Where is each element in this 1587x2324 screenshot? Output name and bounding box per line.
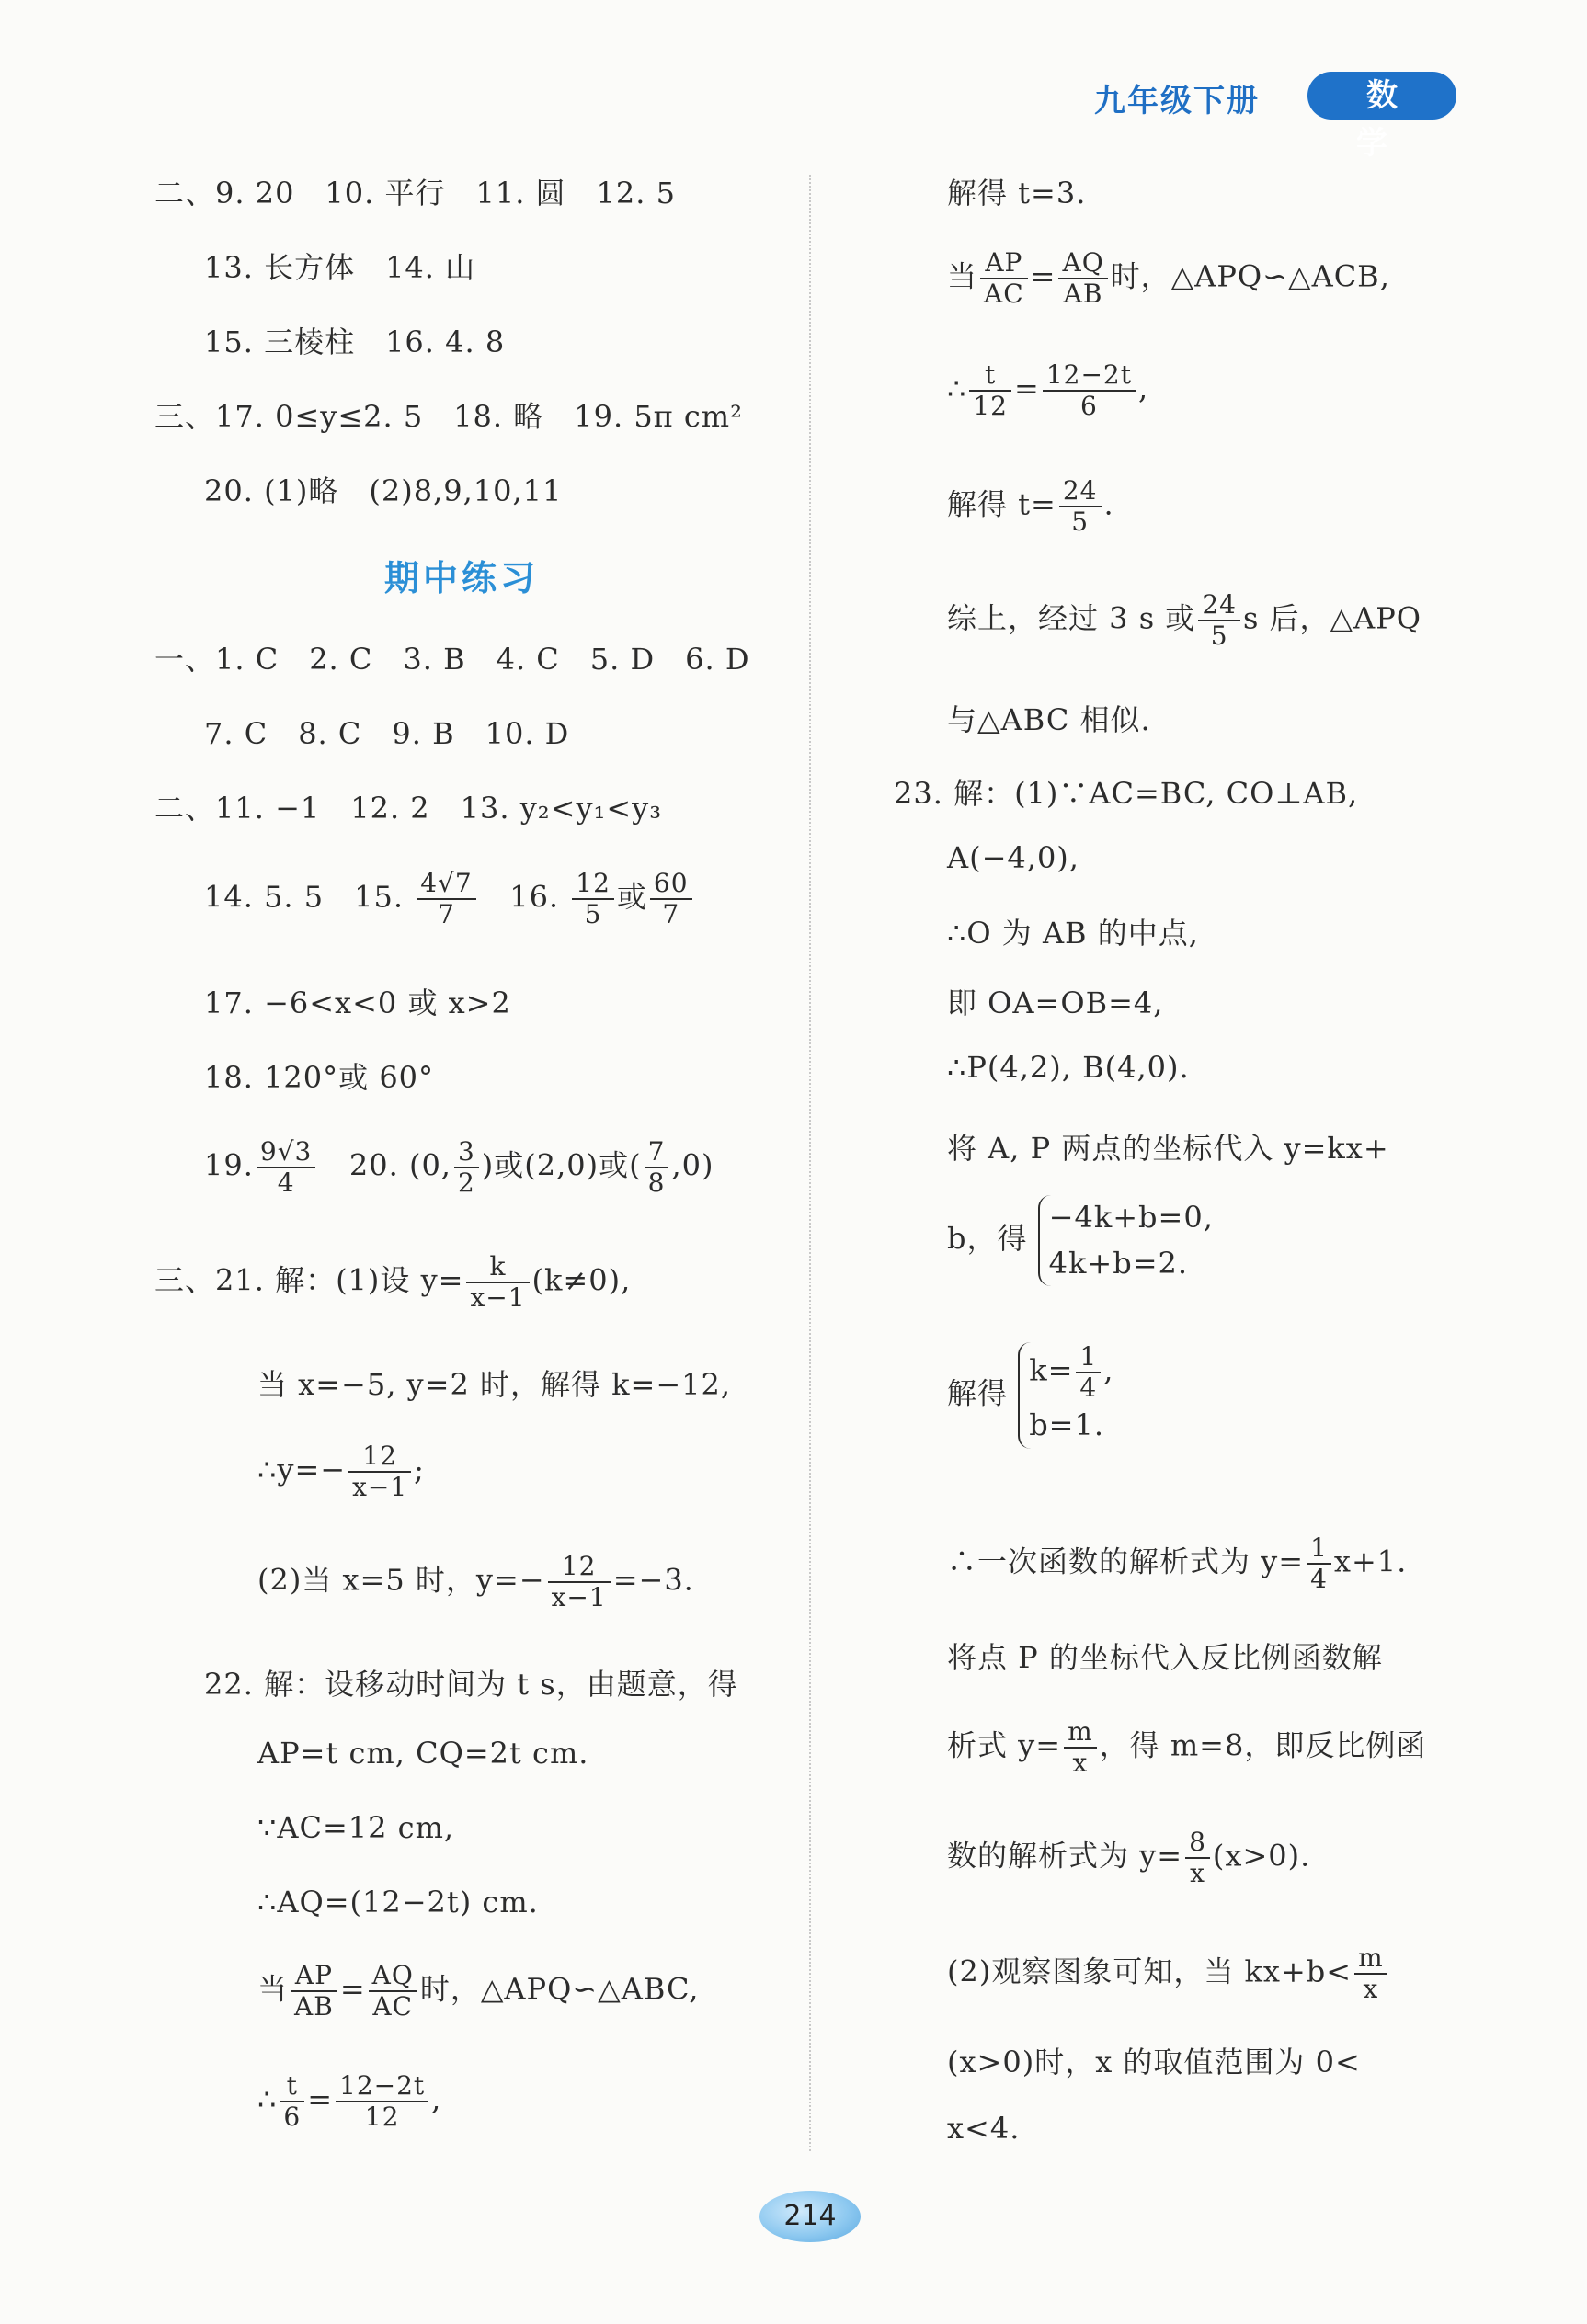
answer-line: 7. C 8. C 9. B 10. D <box>204 716 570 751</box>
fraction: $\frac{1}{4}$ <box>1076 1342 1101 1403</box>
fraction: $\frac{12}{x-1}$ <box>548 1552 611 1612</box>
equation-system: −4k+b=0, 4k+b=2. <box>1038 1195 1214 1286</box>
answer-line: 综上，经过 3 s 或 $\frac{24}{5}$ s 后，△APQ <box>947 589 1422 652</box>
fraction: $\frac{AQ}{AC}$ <box>369 1961 417 2022</box>
answer-line: 二、9. 20 10. 平行 11. 圆 12. 5 <box>154 176 676 211</box>
fraction: $\frac{60}{7}$ <box>650 869 692 929</box>
answer-line: 14. 5. 5 15. $\frac{4√7}{7}$ 16. $\frac{12}{5}$ 或 $\frac{60}{7}$ <box>204 869 695 929</box>
answer-line: 23. 解：(1)∵AC=BC, CO⊥AB, <box>894 776 1359 811</box>
answer-line: ∴P(4,2), B(4,0). <box>947 1050 1190 1085</box>
fraction: $\frac{24}{5}$ <box>1198 590 1240 651</box>
answer-line: 解得 t=3. <box>947 176 1087 211</box>
answer-line: 将 A, P 两点的坐标代入 y=kx+ <box>947 1131 1389 1166</box>
answer-line: ∵AC=12 cm, <box>257 1810 455 1845</box>
header-grade-label: 九年级下册 <box>1094 83 1260 120</box>
answer-line: 22. 解：设移动时间为 t s，由题意，得 <box>204 1667 738 1702</box>
answer-line: ∴y=− $\frac{12}{x-1}$ ; <box>257 1441 425 1503</box>
answer-line: 三、21. 解：(1)设 y= $\frac{k}{x-1}$ (k≠0), <box>154 1251 632 1314</box>
answer-line: 解得 t= $\frac{24}{5}$ . <box>947 475 1114 538</box>
answer-line: (2)当 x=5 时，y=− $\frac{12}{x-1}$ =−3. <box>257 1551 694 1613</box>
answer-line: 一、1. C 2. C 3. B 4. C 5. D 6. D <box>154 642 750 677</box>
fraction: $\frac{12-2t}{12}$ <box>336 2071 428 2132</box>
answer-line: 18. 120°或 60° <box>204 1060 435 1095</box>
fraction: $\frac{12-2t}{6}$ <box>1043 360 1136 421</box>
fraction: $\frac{AP}{AB}$ <box>291 1961 337 2022</box>
answer-line: 数的解析式为 y= $\frac{8}{x}$ (x>0). <box>947 1827 1311 1889</box>
answer-line: 19. $\frac{9√3}{4}$ 20. (0, $\frac{3}{2}$ )或(2,0)或( $\frac{7}{8}$ ,0) <box>204 1136 714 1199</box>
answer-line: (2)观察图象可知，当 kx+b< $\frac{m}{x}$ <box>947 1943 1390 2004</box>
answer-line: ∴ $\frac{t}{12}$ = $\frac{12-2t}{6}$ , <box>947 359 1149 422</box>
answer-line: 三、17. 0≤y≤2. 5 18. 略 19. 5π cm² <box>154 399 743 434</box>
answer-text: 16. <box>509 879 560 915</box>
fraction: $\frac{4√7}{7}$ <box>417 869 475 929</box>
answer-line: b，得 −4k+b=0, 4k+b=2. <box>947 1195 1214 1286</box>
answer-line: x<4. <box>947 2111 1021 2146</box>
header-subject-badge: 数 学 <box>1307 72 1456 120</box>
fraction: $\frac{t}{12}$ <box>969 360 1011 421</box>
fraction: $\frac{m}{x}$ <box>1354 1943 1387 2004</box>
answer-line: 当 $\frac{AP}{AB}$ = $\frac{AQ}{AC}$ 时，△APQ∽△ABC, <box>257 1960 700 2022</box>
answer-line: 当 $\frac{AP}{AC}$ = $\frac{AQ}{AB}$ 时，△APQ∽△ACB, <box>947 247 1390 310</box>
fraction: $\frac{AP}{AC}$ <box>980 248 1028 309</box>
answer-line: 将点 P 的坐标代入反比例函数解 <box>947 1640 1383 1675</box>
equation-system: k= $\frac{1}{4}$ , b=1. <box>1018 1342 1113 1449</box>
answer-line: 13. 长方体 14. 山 <box>204 250 476 285</box>
answer-line: 解得 k= $\frac{1}{4}$ , b=1. <box>947 1342 1113 1449</box>
fraction: $\frac{m}{x}$ <box>1064 1717 1097 1778</box>
answer-line: ∴一次函数的解析式为 y= $\frac{1}{4}$ x+1. <box>947 1532 1408 1595</box>
fraction: $\frac{AQ}{AB}$ <box>1058 248 1107 309</box>
fraction: $\frac{7}{8}$ <box>645 1137 669 1198</box>
answer-line: AP=t cm, CQ=2t cm. <box>257 1736 589 1771</box>
answer-line: 析式 y= $\frac{m}{x}$ ，得 m=8，即反比例函 <box>947 1716 1427 1779</box>
answer-line: A(−4,0), <box>947 840 1079 875</box>
answer-line: 17. −6<x<0 或 x>2 <box>204 985 511 1020</box>
fraction: $\frac{12}{5}$ <box>572 869 614 929</box>
section-title: 期中练习 <box>384 558 540 598</box>
answer-line: 20. (1)略 (2)8,9,10,11 <box>204 473 563 508</box>
fraction: $\frac{12}{x-1}$ <box>348 1441 411 1502</box>
column-divider <box>809 175 811 2151</box>
answer-line: 与△ABC 相似. <box>947 702 1151 737</box>
page-number: 214 <box>783 2200 837 2232</box>
fraction: $\frac{3}{2}$ <box>454 1137 479 1198</box>
answer-line: 二、11. −1 12. 2 13. y₂<y₁<y₃ <box>154 791 663 826</box>
fraction: $\frac{1}{4}$ <box>1307 1533 1331 1594</box>
fraction: $\frac{8}{x}$ <box>1185 1828 1210 1888</box>
answer-line: ∴O 为 AB 的中点, <box>947 916 1199 951</box>
answer-line: 当 x=−5, y=2 时，解得 k=−12, <box>257 1367 732 1402</box>
fraction: $\frac{9√3}{4}$ <box>257 1137 315 1198</box>
fraction: $\frac{k}{x-1}$ <box>466 1252 529 1313</box>
answer-line: 15. 三棱柱 16. 4. 8 <box>204 325 506 359</box>
fraction: $\frac{24}{5}$ <box>1059 476 1102 537</box>
fraction: $\frac{t}{6}$ <box>280 2071 304 2132</box>
answer-line: 即 OA=OB=4, <box>947 985 1164 1020</box>
answer-line: (x>0)时，x 的取值范围为 0< <box>947 2045 1361 2079</box>
answer-line: ∴ $\frac{t}{6}$ = $\frac{12-2t}{12}$ , <box>257 2070 442 2133</box>
answer-line: ∴AQ=(12−2t) cm. <box>257 1885 539 1920</box>
answer-text: 14. 5. 5 15. <box>204 879 405 915</box>
